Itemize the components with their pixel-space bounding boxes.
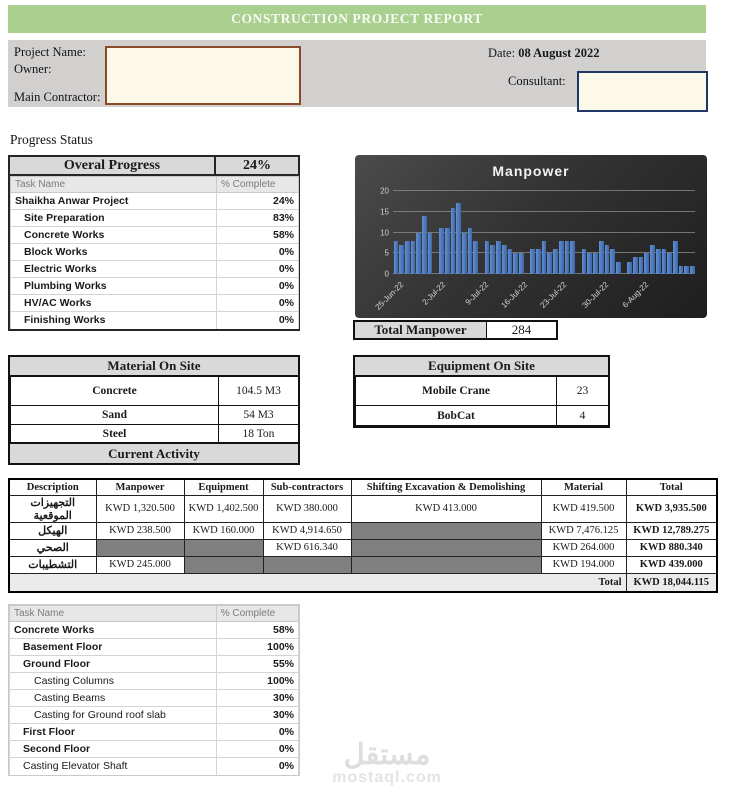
table-row [10, 707, 299, 724]
cost-value-cell: KWD 194.000 [541, 556, 626, 573]
bar-series [393, 191, 695, 274]
bar [496, 241, 501, 274]
table-row [10, 741, 299, 758]
bar [473, 241, 478, 274]
current-activity-title: Current Activity [10, 443, 298, 463]
project-name-label: Project Name: [14, 45, 86, 59]
manpower-chart [355, 155, 707, 318]
bar [422, 216, 427, 274]
x-axis-label: 9-Jul-22 [463, 280, 490, 307]
bar [650, 245, 655, 274]
owner-label: Owner: [14, 62, 52, 76]
task-name-cell: Finishing Works [11, 312, 217, 329]
cost-value-cell: KWD 1,402.500 [184, 495, 263, 522]
bar [559, 241, 564, 274]
cost-header-cell: Equipment [184, 479, 263, 495]
percent-cell: 0% [217, 278, 299, 295]
bar [644, 253, 649, 274]
chart-title: Manpower [492, 163, 570, 179]
cost-description-cell: التجهيزات الموقعية [9, 495, 96, 522]
bar [394, 241, 399, 274]
table-row [10, 622, 299, 639]
bar [456, 203, 461, 274]
cost-grand-total-row [9, 573, 717, 592]
table-row [11, 244, 299, 261]
bar [565, 241, 570, 274]
bar [547, 253, 552, 274]
cost-value-cell: KWD 413.000 [351, 495, 541, 522]
cost-value-cell: KWD 7,476.125 [541, 522, 626, 539]
percent-cell: 24% [217, 193, 299, 210]
task-name-cell: Electric Works [11, 261, 217, 278]
bar [462, 233, 467, 275]
bar [490, 245, 495, 274]
percent-cell: 30% [216, 690, 298, 707]
report-title: CONSTRUCTION PROJECT REPORT [231, 11, 483, 26]
cost-value-cell: KWD 160.000 [184, 522, 263, 539]
bar [468, 228, 473, 274]
table-row [9, 539, 717, 556]
y-axis-tick: 15 [380, 207, 389, 217]
table-row [356, 377, 609, 406]
cost-value-cell [184, 556, 263, 573]
watermark-domain: mostaql.com [332, 769, 442, 786]
bar [667, 253, 672, 274]
percent-cell: 0% [217, 261, 299, 278]
task-name-cell: Casting Columns [10, 673, 217, 690]
cost-description-cell: الصحي [9, 539, 96, 556]
bar [673, 241, 678, 274]
main-contractor-label: Main Contractor: [14, 90, 101, 104]
y-axis-tick: 5 [384, 248, 389, 258]
percent-cell: 0% [217, 244, 299, 261]
bar [445, 228, 450, 274]
bar [411, 241, 416, 274]
percent-cell: 58% [217, 227, 299, 244]
tasks-table [8, 604, 300, 776]
cost-value-cell [263, 556, 351, 573]
consultant-label: Consultant: [508, 74, 566, 88]
bar [502, 245, 507, 274]
cost-total-cell: KWD 12,789.275 [626, 522, 717, 539]
cost-total-cell: KWD 880.340 [626, 539, 717, 556]
percent-complete-header: % Complete [216, 606, 298, 622]
bar [451, 208, 456, 274]
item-value-cell: 4 [557, 406, 609, 426]
cost-value-cell: KWD 616.340 [263, 539, 351, 556]
item-name-cell: Sand [11, 406, 219, 425]
table-row [10, 673, 299, 690]
cost-header-cell: Material [541, 479, 626, 495]
item-name-cell: Steel [11, 425, 219, 443]
table-row [11, 278, 299, 295]
date-value: 08 August 2022 [518, 46, 600, 60]
progress-task-table [10, 176, 299, 329]
percent-cell: 58% [216, 622, 298, 639]
percent-cell: 0% [217, 312, 299, 329]
cost-value-cell: KWD 419.500 [541, 495, 626, 522]
table-row [11, 425, 299, 443]
bar [542, 241, 547, 274]
bar [639, 257, 644, 274]
x-axis-label: 25-Jun-22 [373, 280, 406, 312]
cost-value-cell [96, 539, 184, 556]
cost-grand-total-label: Total [9, 573, 626, 592]
total-manpower-value: 284 [511, 322, 532, 337]
cost-header-cell: Shifting Excavation & Demolishing [351, 479, 541, 495]
percent-cell: 0% [216, 758, 298, 775]
table-row [9, 556, 717, 573]
percent-cell: 30% [216, 707, 298, 724]
cost-value-cell: KWD 1,320.500 [96, 495, 184, 522]
overall-progress-value: 24% [243, 158, 271, 173]
bar [485, 241, 490, 274]
y-axis-tick: 0 [384, 269, 389, 279]
table-row [356, 406, 609, 426]
table-row [10, 758, 299, 775]
percent-cell: 0% [216, 741, 298, 758]
percent-cell: 55% [216, 656, 298, 673]
material-table [8, 355, 300, 465]
task-name-cell: Ground Floor [10, 656, 217, 673]
percent-cell: 100% [216, 639, 298, 656]
x-axis-label: 23-Jul-22 [538, 280, 569, 310]
bar [587, 253, 592, 274]
report-header-band [8, 5, 706, 33]
bar [679, 266, 684, 274]
item-name-cell: BobCat [356, 406, 557, 426]
bar [627, 262, 632, 274]
bar [690, 266, 695, 274]
task-name-header: Task Name [10, 606, 217, 622]
percent-complete-header: % Complete [217, 177, 299, 193]
task-name-cell: Casting Beams [10, 690, 217, 707]
cost-value-cell: KWD 245.000 [96, 556, 184, 573]
equipment-rows [355, 376, 609, 426]
y-axis-tick: 10 [380, 228, 389, 237]
table-row [11, 227, 299, 244]
progress-status-title: Progress Status [10, 132, 93, 147]
bar [605, 245, 610, 274]
bar [508, 249, 513, 274]
percent-cell: 83% [217, 210, 299, 227]
total-manpower-label: Total Manpower [355, 322, 487, 338]
material-title: Material On Site [10, 357, 298, 376]
cost-value-cell: KWD 380.000 [263, 495, 351, 522]
cost-header-cell: Total [626, 479, 717, 495]
x-axis-label: 2-Jul-22 [420, 280, 448, 307]
project-info-band [8, 40, 706, 107]
task-name-cell: Casting for Ground roof slab [10, 707, 217, 724]
cost-description-cell: التشطيبات [9, 556, 96, 573]
table-row [11, 193, 299, 210]
task-name-cell: Shaikha Anwar Project [11, 193, 217, 210]
equipment-title: Equipment On Site [355, 357, 608, 376]
bar [593, 253, 598, 274]
cost-value-cell: KWD 4,914.650 [263, 522, 351, 539]
cost-header-cell: Sub-contractors [263, 479, 351, 495]
overall-progress-label: Overal Progress [10, 157, 216, 174]
bar [553, 249, 558, 274]
cost-header-cell: Description [9, 479, 96, 495]
bar [599, 241, 604, 274]
item-name-cell: Mobile Crane [356, 377, 557, 406]
bar [684, 266, 689, 274]
table-row [10, 724, 299, 741]
percent-cell: 100% [216, 673, 298, 690]
bar [616, 262, 621, 274]
cost-table [8, 478, 718, 593]
bar [530, 249, 535, 274]
task-name-cell: HV/AC Works [11, 295, 217, 312]
bar [519, 253, 524, 274]
bar [610, 249, 615, 274]
cost-value-cell: KWD 238.500 [96, 522, 184, 539]
cost-total-cell: KWD 3,935.500 [626, 495, 717, 522]
table-row [9, 495, 717, 522]
cost-value-cell [351, 539, 541, 556]
cost-value-cell: KWD 264.000 [541, 539, 626, 556]
table-row [11, 406, 299, 425]
bar [633, 257, 638, 274]
task-name-cell: Second Floor [10, 741, 217, 758]
cost-value-cell [351, 522, 541, 539]
table-row [9, 522, 717, 539]
equipment-table [353, 355, 610, 428]
table-row [11, 210, 299, 227]
total-manpower-row [353, 320, 558, 340]
bar [428, 233, 433, 275]
cost-description-cell: الهيكل [9, 522, 96, 539]
x-axis-label: 30-Jul-22 [580, 280, 611, 310]
table-row [11, 261, 299, 278]
material-rows [10, 376, 299, 443]
cost-header-cell: Manpower [96, 479, 184, 495]
watermark-arabic: مستقل [343, 739, 431, 771]
task-name-cell: Casting Elevator Shaft [10, 758, 217, 775]
task-name-cell: Concrete Works [10, 622, 217, 639]
x-axis-label: 6-Aug-22 [620, 280, 651, 310]
task-name-cell: Block Works [11, 244, 217, 261]
task-name-cell: Concrete Works [11, 227, 217, 244]
task-name-header: Task Name [11, 177, 217, 193]
watermark-logo [322, 740, 452, 786]
item-value-cell: 23 [557, 377, 609, 406]
bar [405, 241, 410, 274]
percent-cell: 0% [217, 295, 299, 312]
cost-value-cell [184, 539, 263, 556]
bar [536, 249, 541, 274]
item-value-cell: 104.5 M3 [219, 377, 299, 406]
consultant-box[interactable] [577, 71, 708, 112]
chart-plot-area [373, 186, 695, 312]
task-name-cell: Basement Floor [10, 639, 217, 656]
item-value-cell: 54 M3 [219, 406, 299, 425]
x-axis-label: 16-Jul-22 [499, 280, 530, 310]
bar [439, 228, 444, 274]
percent-cell: 0% [216, 724, 298, 741]
task-name-cell: First Floor [10, 724, 217, 741]
cost-value-cell [351, 556, 541, 573]
cost-total-cell: KWD 439.000 [626, 556, 717, 573]
bar [399, 245, 404, 274]
table-row [10, 656, 299, 673]
bar [582, 249, 587, 274]
table-row [11, 312, 299, 329]
date-label: Date: 08 August 2022 [488, 46, 600, 60]
cost-grand-total-value: KWD 18,044.115 [626, 573, 717, 592]
bar [513, 253, 518, 274]
bar [662, 249, 667, 274]
table-row [11, 295, 299, 312]
progress-table [8, 155, 300, 331]
bar [570, 241, 575, 274]
task-name-cell: Site Preparation [11, 210, 217, 227]
table-row [10, 639, 299, 656]
overall-progress-row [8, 155, 300, 176]
bar [656, 249, 661, 274]
item-name-cell: Concrete [11, 377, 219, 406]
item-value-cell: 18 Ton [219, 425, 299, 443]
bar [416, 233, 421, 275]
project-info-box[interactable] [105, 46, 301, 105]
table-row [10, 690, 299, 707]
table-row [11, 377, 299, 406]
y-axis-tick: 20 [380, 186, 389, 196]
task-name-cell: Plumbing Works [11, 278, 217, 295]
